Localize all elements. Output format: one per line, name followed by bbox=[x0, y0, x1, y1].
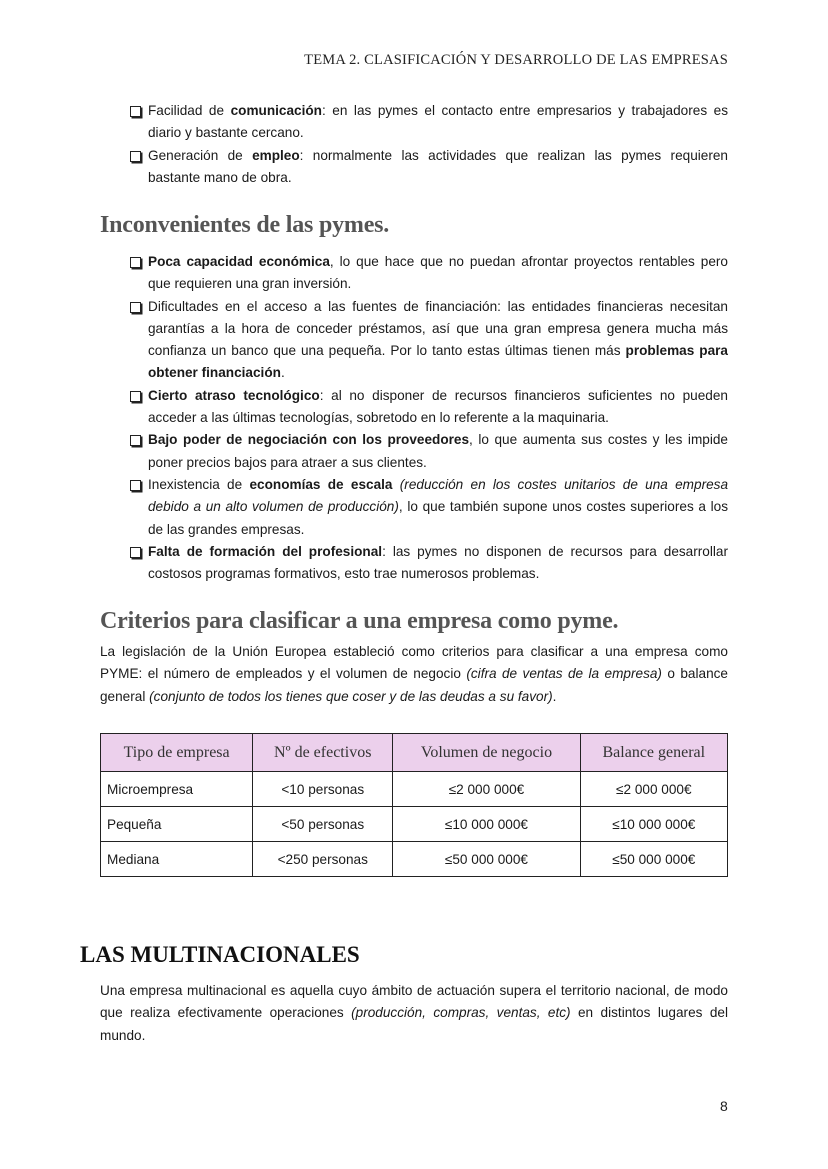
table-cell: Pequeña bbox=[101, 807, 253, 842]
list-item bbox=[148, 429, 728, 474]
bold-text: empleo bbox=[252, 147, 300, 163]
bold-text: Bajo poder de negociación con los proveedores bbox=[148, 432, 470, 448]
column-header: Balance general bbox=[580, 734, 727, 772]
bold-text: Falta de formación del profesional bbox=[148, 543, 383, 559]
pyme-criteria-table bbox=[100, 733, 728, 877]
table-row bbox=[101, 807, 728, 842]
table-cell: <10 personas bbox=[253, 772, 393, 807]
checkbox-bullet-icon bbox=[130, 257, 141, 268]
text-run: Generación de bbox=[148, 147, 253, 163]
criterios-paragraph bbox=[100, 641, 728, 708]
checkbox-bullet-icon bbox=[130, 151, 141, 162]
column-header: Tipo de empresa bbox=[101, 734, 253, 772]
page-number: 8 bbox=[720, 1098, 728, 1114]
multinacionales-section bbox=[80, 942, 728, 1047]
checkbox-bullet-icon bbox=[130, 547, 141, 558]
bold-text: problemas para obtener financiación bbox=[148, 343, 728, 381]
text-run: en distintos lugares del mundo. bbox=[100, 1005, 728, 1043]
table-cell: ≤50 000 000€ bbox=[580, 842, 727, 877]
column-header: Nº de efectivos bbox=[253, 734, 393, 772]
table-cell: Mediana bbox=[101, 842, 253, 877]
list-item bbox=[148, 385, 728, 430]
checkbox-bullet-icon bbox=[130, 391, 141, 402]
italic-text: (cifra de ventas de la empresa) bbox=[466, 666, 662, 682]
text-run: , lo que hace que no puedan afrontar proyectos rentables pero que requieren una gran inversión. bbox=[148, 254, 728, 292]
text-run: Una empresa multinacional es aquella cuyo ámbito de actuación supera el territorio nacional, de modo que realiza efectivamente operaciones bbox=[100, 983, 728, 1021]
list-item bbox=[148, 100, 728, 145]
inconvenientes-list bbox=[100, 251, 728, 585]
text-run: Inexistencia de bbox=[148, 476, 250, 492]
text-run: , lo que también supone unos costes superiores a los de las grandes empresas. bbox=[148, 499, 728, 537]
table-row bbox=[101, 772, 728, 807]
multinacionales-paragraph bbox=[100, 980, 728, 1047]
table-row bbox=[101, 842, 728, 877]
list-item bbox=[148, 251, 728, 296]
pyme-criteria-table-wrap bbox=[100, 733, 728, 877]
text-run: : normalmente las actividades que realizan las pymes requieren bastante mano de obra. bbox=[148, 147, 728, 185]
list-item bbox=[148, 474, 728, 541]
list-item bbox=[148, 541, 728, 586]
checkbox-bullet-icon bbox=[130, 302, 141, 313]
table-cell: ≤2 000 000€ bbox=[393, 772, 580, 807]
table-cell: Microempresa bbox=[101, 772, 253, 807]
text-run: : las pymes no disponen de recursos para desarrollar costosos programas formativos, esto trae numerosos problemas. bbox=[148, 543, 728, 582]
text-run: : al no disponer de recursos financieros suficientes no pueden acceder a las últimas tecnologías, sobretodo en lo referente a la maquinaria. bbox=[148, 387, 728, 426]
bold-text: Cierto atraso tecnológico bbox=[148, 387, 320, 403]
bold-text: comunicación bbox=[230, 103, 322, 118]
table-cell: ≤2 000 000€ bbox=[580, 772, 727, 807]
multinacionales-heading: LAS MULTINACIONALES bbox=[80, 942, 360, 967]
table-cell: <250 personas bbox=[253, 842, 393, 877]
running-header: TEMA 2. CLASIFICACIÓN Y DESARROLLO DE LAS EMPRESAS bbox=[304, 52, 728, 68]
inconvenientes-heading: Inconvenientes de las pymes. bbox=[100, 212, 390, 238]
text-run: . bbox=[552, 688, 557, 704]
table-cell: ≤10 000 000€ bbox=[393, 807, 580, 842]
text-run: Facilidad de bbox=[148, 103, 231, 118]
table-cell: ≤10 000 000€ bbox=[580, 807, 727, 842]
criterios-heading: Criterios para clasificar a una empresa como pyme. bbox=[100, 608, 619, 634]
text-run: La legislación de la Unión Europea estableció como criterios para clasificar a una empresa como PYME: el número de empleados y el volumen de negocio bbox=[100, 644, 728, 682]
ventajas-section bbox=[100, 100, 728, 189]
ventajas-list bbox=[100, 100, 728, 189]
criterios-section bbox=[100, 608, 728, 708]
checkbox-bullet-icon bbox=[130, 106, 141, 117]
inconvenientes-section bbox=[100, 212, 728, 585]
text-run: o balance general bbox=[100, 666, 728, 704]
list-item bbox=[148, 145, 728, 190]
italic-text: (reducción en los costes unitarios de una empresa debido a un alto volumen de producción) bbox=[148, 476, 729, 515]
table-cell: ≤50 000 000€ bbox=[393, 842, 580, 877]
column-header: Volumen de negocio bbox=[393, 734, 580, 772]
bold-text: Poca capacidad económica bbox=[148, 254, 330, 269]
table-cell: <50 personas bbox=[253, 807, 393, 842]
italic-text: (producción, compras, ventas, etc) bbox=[351, 1005, 571, 1021]
list-item bbox=[148, 296, 728, 385]
text-run: , lo que aumenta sus costes y les impide poner precios bajos para atraer a sus clientes. bbox=[148, 432, 728, 470]
checkbox-bullet-icon bbox=[130, 480, 141, 491]
text-run: . bbox=[280, 365, 285, 381]
text-run: Dificultades en el acceso a las fuentes de financiación: las entidades financieras necesitan garantías a la hora de conceder préstamos, así que una gran empresa genera mucha más confianza un banco que una pequeña. Por lo tanto estas últimas tienen más bbox=[148, 298, 728, 359]
table-header-row bbox=[101, 734, 728, 772]
checkbox-bullet-icon bbox=[130, 435, 141, 446]
text-run bbox=[392, 477, 399, 492]
italic-text: (conjunto de todos los tienes que coser y de las deudas a su favor) bbox=[149, 688, 553, 704]
text-run: : en las pymes el contacto entre empresarios y trabajadores es diario y bastante cercano. bbox=[148, 103, 728, 141]
bold-text: economías de escala bbox=[249, 476, 393, 492]
